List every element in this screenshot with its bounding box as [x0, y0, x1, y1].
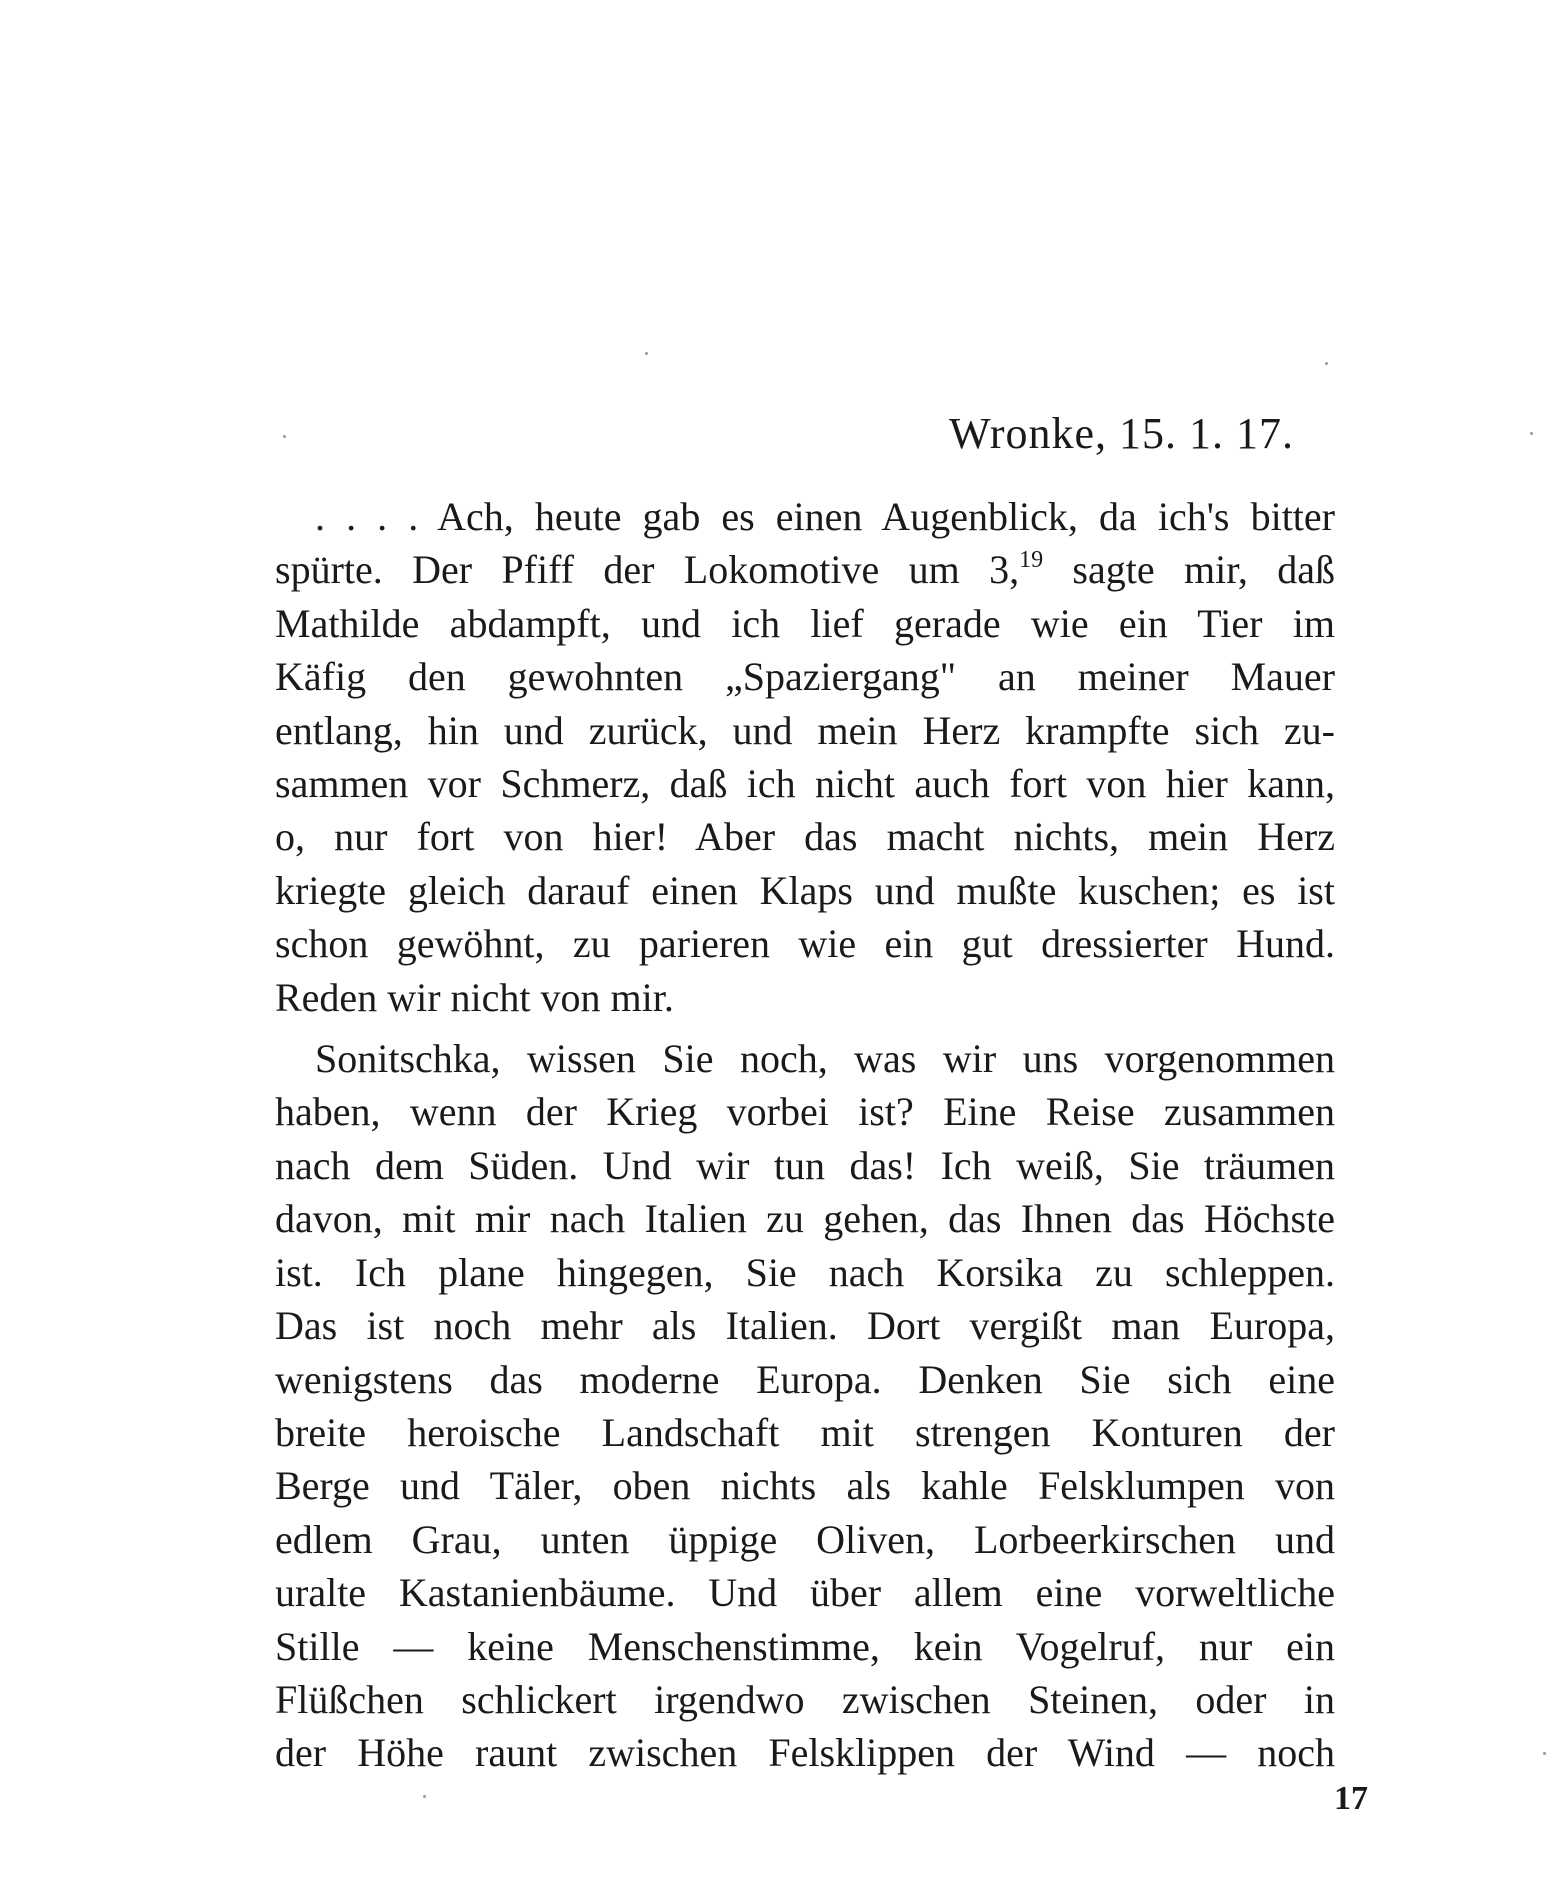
paragraph-gap: [275, 1024, 1335, 1032]
text-line: schon gewöhnt, zu parieren wie ein gut dressierter Hund.: [275, 921, 1335, 967]
scan-speck: [645, 352, 648, 355]
paragraph-1: [275, 490, 1335, 1024]
text-line: kriegte gleich darauf einen Klaps und mußte kuschen; es ist: [275, 867, 1335, 913]
text-line: edlem Grau, unten üppige Oliven, Lorbeerkirschen und: [275, 1516, 1335, 1562]
text-line: haben, wenn der Krieg vorbei ist? Eine Reise zusammen: [275, 1089, 1335, 1135]
text-line: breite heroische Landschaft mit strengen Konturen der: [275, 1409, 1335, 1455]
body-text: [275, 490, 1335, 1780]
footnote-superscript: 19: [1019, 547, 1044, 574]
scan-speck: [1543, 1752, 1546, 1755]
text-line: Reden wir nicht von mir.: [275, 974, 674, 1020]
text-line: Sonitschka, wissen Sie noch, was wir uns vorgenommen: [315, 1036, 1335, 1082]
text-line: Stille — keine Menschenstimme, kein Vogelruf, nur ein: [275, 1623, 1335, 1669]
text-line: wenigstens das moderne Europa. Denken Sie sich eine: [275, 1356, 1335, 1402]
text-line: . . . . Ach, heute gab es einen Augenblick, da ich's bitter: [315, 494, 1335, 539]
scan-speck: [423, 1795, 426, 1798]
text-line: uralte Kastanienbäume. Und über allem eine vorweltliche: [275, 1570, 1335, 1616]
text-line: Berge und Täler, oben nichts als kahle Felsklumpen von: [275, 1463, 1335, 1509]
page-number: 17: [1334, 1780, 1368, 1817]
text-line: Mathilde abdampft, und ich lief gerade wie ein Tier im: [275, 600, 1335, 646]
text-line: sammen vor Schmerz, daß ich nicht auch fort von hier kann,: [275, 761, 1335, 807]
text-line: Das ist noch mehr als Italien. Dort vergißt man Europa,: [275, 1303, 1335, 1349]
text-line: Flüßchen schlickert irgendwo zwischen Steinen, oder in: [275, 1676, 1335, 1722]
text-line: ist. Ich plane hingegen, Sie nach Korsika zu schleppen.: [275, 1249, 1335, 1295]
text-line: entlang, hin und zurück, und mein Herz krampfte sich zu-: [275, 707, 1335, 753]
dateline: Wronke, 15. 1. 17.: [949, 409, 1294, 458]
text-line: Käfig den gewohnten „Spaziergang" an meiner Mauer: [275, 654, 1335, 700]
paragraph-2: [275, 1032, 1335, 1780]
text-segment: spürte. Der Pfiff der Lokomotive um 3,: [275, 547, 1020, 593]
text-line: [275, 543, 1335, 596]
scan-speck: [1325, 362, 1328, 365]
text-segment: sagte mir, daß: [1043, 547, 1336, 593]
text-line: der Höhe raunt zwischen Felsklippen der Wind — noch: [275, 1730, 1335, 1776]
text-line: o, nur fort von hier! Aber das macht nichts, mein Herz: [275, 814, 1335, 860]
scan-speck: [1530, 432, 1533, 435]
text-line: nach dem Süden. Und wir tun das! Ich weiß, Sie träumen: [275, 1142, 1335, 1188]
text-line: davon, mit mir nach Italien zu gehen, das Ihnen das Höchste: [275, 1196, 1335, 1242]
scan-speck: [283, 435, 286, 438]
